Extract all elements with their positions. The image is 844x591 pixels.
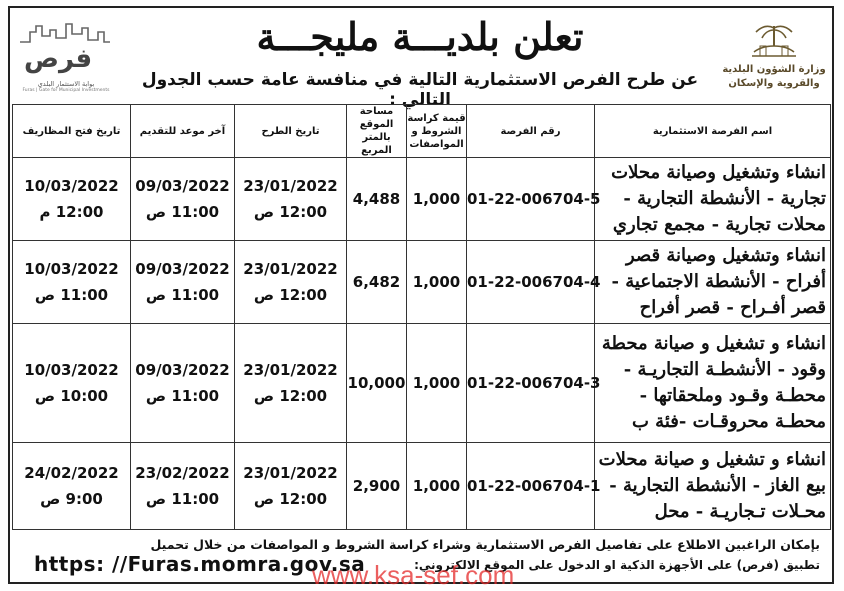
opening-cell [13,443,131,530]
furas-website-link[interactable]: https: //Furas.momra.gov.sa [34,552,366,576]
booklet-price: 1,000 [407,443,467,530]
opening-time: 11:00 ص [34,286,109,304]
opening-time: 10:00 ص [34,387,109,405]
release-cell [235,443,347,530]
ministry-name-line2: والقروية والإسكان [728,78,820,89]
table-row [13,443,831,530]
table-row [13,324,831,443]
opportunity-number: 01-22-006704-1 [467,443,595,530]
ministry-name-line1: وزارة الشؤون البلدية [722,64,826,75]
city-skyline-icon [20,22,110,44]
opening-date: 10/03/2022 [24,361,119,379]
table-row [13,241,831,324]
table-header-row [13,105,831,158]
opportunities-table [12,104,831,530]
site-area: 2,900 [347,443,407,530]
furas-logo-caption-en: Furas | Gate for Municipal Investments [22,88,110,93]
header-deadline: آخر موعد للتقديم [131,105,235,158]
opening-time: 9:00 ص [40,490,103,508]
furas-logo-word: فرص [24,44,93,74]
opportunity-name: انشاء و تشغيل و صيانة محطة وقود - الأنشطـة التجاريـة - محطـة وقـود وملحقاتها - محطـة محروقـات -فئة ب [595,324,831,443]
deadline-cell [131,324,235,443]
release-cell [235,324,347,443]
deadline-cell [131,158,235,241]
deadline-date: 09/03/2022 [135,260,230,278]
page-subtitle: عن طرح الفرص الاستثمارية التالية في منافسة عامة حسب الجدول التالي : [141,70,699,110]
opening-cell [13,241,131,324]
palm-swords-emblem-icon [746,22,802,60]
site-area: 10,000 [347,324,407,443]
release-cell [235,158,347,241]
table-row [13,158,831,241]
opportunity-number: 01-22-006704-5 [467,158,595,241]
header-opportunity-number: رقم الفرصة [467,105,595,158]
ministry-logo [718,22,830,102]
release-time: 12:00 ص [253,286,328,304]
release-date: 23/01/2022 [243,177,338,195]
furas-logo-caption: بوابة الاستثمار البلدي [37,80,95,88]
release-date: 23/01/2022 [243,464,338,482]
release-cell [235,241,347,324]
footer-note-line2: تطبيق (فرص) على الأجهزة الذكية او الدخول على الموقع الالكتروني: [414,558,820,572]
deadline-time: 11:00 ص [145,490,220,508]
deadline-date: 09/03/2022 [135,177,230,195]
opportunity-number: 01-22-006704-3 [467,324,595,443]
opportunity-name: انشاء وتشغيل وصيانة قصر أفراح - الأنشطة الاجتماعية - قصر أفـراح - قصر أفراح [595,241,831,324]
deadline-date: 09/03/2022 [135,361,230,379]
release-date: 23/01/2022 [243,361,338,379]
site-watermark: www.ksa-sef.com [312,560,515,590]
header-opportunity-name: اسم الفرصة الاستثمارية [595,105,831,158]
header-booklet-price: قيمة كراسة الشروط و المواصفات [407,105,467,158]
furas-logo [14,22,114,94]
booklet-price: 1,000 [407,241,467,324]
booklet-price: 1,000 [407,158,467,241]
opening-date: 24/02/2022 [24,464,119,482]
opportunity-name: انشاء و تشغيل و صيانة محلات بيع الغاز - الأنشطة التجارية - محـلات تـجاريـة - محل [595,443,831,530]
header-site-area: مساحة الموقع بالمتر المربع [347,105,407,158]
deadline-time: 11:00 ص [145,387,220,405]
opening-time: 12:00 م [39,203,104,221]
release-time: 12:00 ص [253,387,328,405]
release-date: 23/01/2022 [243,260,338,278]
footer-note-line1: بإمكان الراغبين الاطلاع على تفاصيل الفرص الاستثمارية وشراء كراسة الشروط و المواصفات من خلال تحميل [150,537,820,552]
header-release-date: تاريخ الطرح [235,105,347,158]
deadline-cell [131,241,235,324]
deadline-cell [131,443,235,530]
opening-date: 10/03/2022 [24,260,119,278]
deadline-time: 11:00 ص [145,286,220,304]
deadline-time: 11:00 ص [145,203,220,221]
site-area: 6,482 [347,241,407,324]
release-time: 12:00 ص [253,203,328,221]
opportunity-name: انشاء وتشغيل وصيانة محلات تجارية - الأنشطة التجارية - محلات تجارية - مجمع تجاري [595,158,831,241]
opening-cell [13,158,131,241]
deadline-date: 23/02/2022 [135,464,230,482]
booklet-price: 1,000 [407,324,467,443]
opening-date: 10/03/2022 [24,177,119,195]
opening-cell [13,324,131,443]
release-time: 12:00 ص [253,490,328,508]
site-area: 4,488 [347,158,407,241]
page-title: تعلن بلديـــة مليجـــة [256,14,584,59]
header-opening-date: تاريخ فتح المظاريف [13,105,131,158]
opportunity-number: 01-22-006704-4 [467,241,595,324]
